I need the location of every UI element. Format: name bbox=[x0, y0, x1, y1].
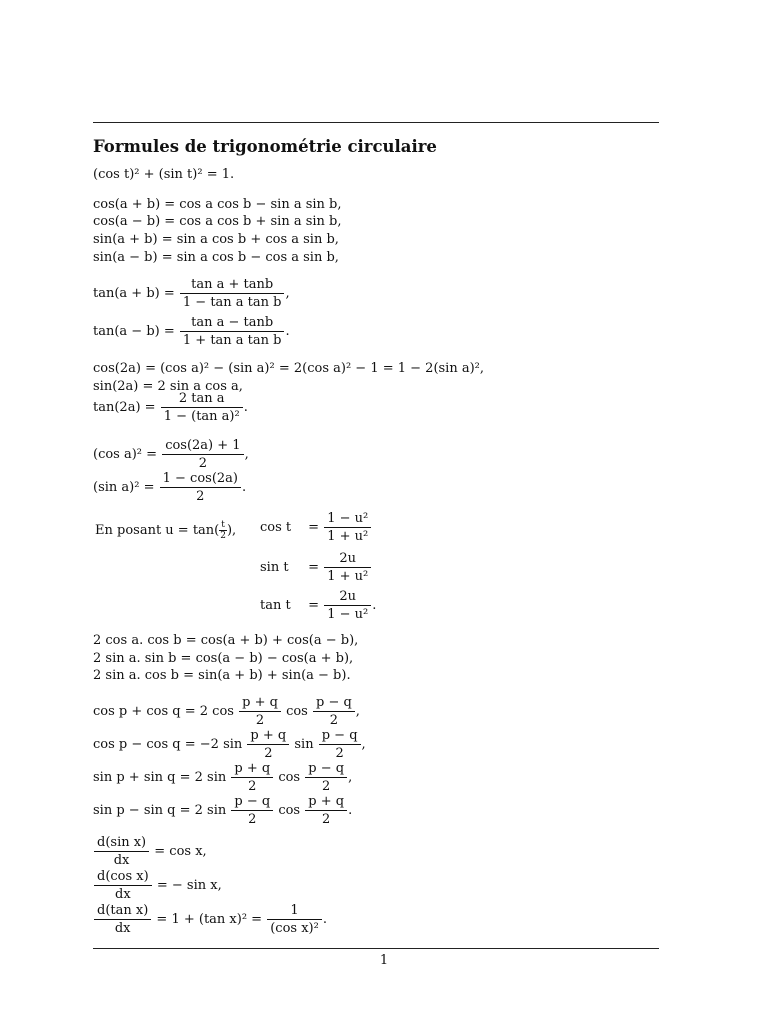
formula-sin-double: sin(2a) = 2 sin a cos a, bbox=[93, 379, 243, 394]
fraction-numerator: 2u bbox=[324, 551, 371, 568]
fraction-numerator: p + q bbox=[247, 728, 289, 745]
fraction-numerator: d(cos x) bbox=[94, 869, 152, 886]
tsub-cos bbox=[260, 511, 372, 544]
fraction-denominator: 2 bbox=[335, 746, 344, 761]
cos-square-lhs: (cos a)² = bbox=[93, 447, 158, 462]
fraction-denominator: 2 bbox=[248, 812, 257, 827]
formula-cos-sum: cos(a + b) = cos a cos b − sin a sin b, bbox=[93, 197, 342, 212]
formula-tan-diff bbox=[93, 315, 290, 348]
half-fraction bbox=[231, 794, 273, 827]
fraction-numerator: d(sin x) bbox=[94, 835, 149, 852]
sumprod-cos-minus bbox=[93, 728, 366, 761]
pythagorean-identity: (cos t)² + (sin t)² = 1. bbox=[93, 167, 235, 182]
derivative-fraction bbox=[94, 835, 149, 868]
tsub-sin-lhs: sin t bbox=[260, 560, 289, 575]
fraction-denominator: 2 bbox=[322, 812, 331, 827]
sec-squared-fraction bbox=[267, 903, 322, 936]
fraction-numerator: d(tan x) bbox=[94, 903, 151, 920]
sumprod-lhs: sin p − sin q = 2 sin bbox=[93, 803, 227, 818]
derivative-fraction bbox=[94, 903, 151, 936]
half-fraction bbox=[231, 761, 273, 794]
equals-sign: = bbox=[308, 520, 320, 535]
sumprod-lhs: cos p − cos q = −2 sin bbox=[93, 737, 243, 752]
bottom-rule bbox=[93, 948, 659, 949]
page-title: Formules de trigonométrie circulaire bbox=[93, 137, 437, 156]
product-sin-sin: 2 sin a. sin b = cos(a − b) − cos(a + b), bbox=[93, 651, 354, 666]
fraction-denominator: 2 bbox=[198, 456, 208, 471]
punct: . bbox=[348, 803, 353, 818]
deriv-rhs: = cos x, bbox=[154, 844, 207, 859]
fraction-denominator: 1 − (tan a)² bbox=[163, 409, 240, 424]
formula-tan-double bbox=[93, 391, 248, 424]
fraction-denominator: 1 + u² bbox=[327, 529, 369, 544]
sumprod-mid: cos bbox=[278, 770, 301, 785]
formula-cos-double: cos(2a) = (cos a)² − (sin a)² = 2(cos a)² − 1 = 1 − 2(sin a)², bbox=[93, 361, 485, 376]
page-number: 1 bbox=[379, 953, 389, 968]
top-rule bbox=[93, 122, 659, 123]
fraction-denominator: 2 bbox=[220, 531, 226, 541]
fraction-denominator: 2 bbox=[196, 489, 205, 504]
fraction-numerator: 1 − u² bbox=[324, 511, 371, 528]
fraction-denominator: 1 − u² bbox=[327, 607, 369, 622]
formula-sin-sum: sin(a + b) = sin a cos b + cos a sin b, bbox=[93, 232, 339, 247]
tsub-intro bbox=[95, 520, 236, 541]
tan-sum-lhs: tan(a + b) = bbox=[93, 286, 175, 301]
deriv-rhs: = − sin x, bbox=[156, 878, 222, 893]
sumprod-lhs: cos p + cos q = 2 cos bbox=[93, 704, 234, 719]
tan-sum-fraction bbox=[180, 277, 285, 310]
sumprod-mid: cos bbox=[278, 803, 301, 818]
fraction-numerator: 1 bbox=[267, 903, 322, 920]
fraction-numerator: tan a − tanb bbox=[180, 315, 285, 332]
fraction-numerator: p + q bbox=[231, 761, 273, 778]
deriv-cos bbox=[93, 869, 222, 902]
tsub-sin bbox=[260, 551, 372, 584]
tan-double-lhs: tan(2a) = bbox=[93, 400, 156, 415]
half-fraction bbox=[247, 728, 289, 761]
tsub-sin-fraction bbox=[324, 551, 371, 584]
cos-square-fraction bbox=[162, 438, 243, 471]
sin-square-fraction bbox=[160, 471, 241, 504]
formula-cos-diff: cos(a − b) = cos a cos b + sin a sin b, bbox=[93, 214, 342, 229]
sin-square-lhs: (sin a)² = bbox=[93, 480, 155, 495]
fraction-denominator: 1 + u² bbox=[327, 569, 369, 584]
fraction-numerator: p + q bbox=[305, 794, 347, 811]
fraction-numerator: p − q bbox=[319, 728, 361, 745]
tan-double-fraction bbox=[161, 391, 243, 424]
half-fraction bbox=[305, 794, 347, 827]
tan-diff-fraction bbox=[180, 315, 285, 348]
equals-sign: = bbox=[308, 560, 320, 575]
formula-sin-diff: sin(a − b) = sin a cos b − cos a sin b, bbox=[93, 250, 339, 265]
fraction-denominator: dx bbox=[114, 921, 131, 936]
punct: . bbox=[322, 912, 327, 927]
fraction-numerator: 1 − cos(2a) bbox=[160, 471, 241, 488]
formula-tan-sum bbox=[93, 277, 290, 310]
fraction-numerator: tan a + tanb bbox=[180, 277, 285, 294]
fraction-denominator: 1 − tan a tan b bbox=[182, 295, 282, 310]
fraction-numerator: p − q bbox=[313, 695, 355, 712]
tan-diff-lhs: tan(a − b) = bbox=[93, 324, 175, 339]
sumprod-lhs: sin p + sin q = 2 sin bbox=[93, 770, 227, 785]
punct: , bbox=[285, 286, 290, 301]
fraction-numerator: t bbox=[219, 520, 227, 531]
fraction-numerator: p + q bbox=[239, 695, 281, 712]
half-fraction bbox=[319, 728, 361, 761]
sumprod-sin-plus bbox=[93, 761, 352, 794]
punct: , bbox=[355, 704, 360, 719]
sumprod-cos-plus bbox=[93, 695, 360, 728]
punct: . bbox=[243, 400, 248, 415]
fraction-denominator: 2 bbox=[264, 746, 273, 761]
tsub-close: ), bbox=[226, 523, 237, 538]
fraction-numerator: 2 tan a bbox=[161, 391, 243, 408]
deriv-rhs: = 1 + (tan x)² = bbox=[156, 912, 263, 927]
punct: . bbox=[285, 324, 290, 339]
tsub-tan-fraction bbox=[324, 589, 371, 622]
fraction-numerator: 2u bbox=[324, 589, 371, 606]
fraction-numerator: p − q bbox=[305, 761, 347, 778]
tsub-tan-lhs: tan t bbox=[260, 598, 291, 613]
fraction-denominator: 2 bbox=[322, 779, 331, 794]
punct: . bbox=[372, 598, 377, 613]
derivative-fraction bbox=[94, 869, 152, 902]
formula-sin-square bbox=[93, 471, 246, 504]
sumprod-sin-minus bbox=[93, 794, 352, 827]
fraction-numerator: p − q bbox=[231, 794, 273, 811]
t-half-fraction bbox=[219, 520, 227, 541]
punct: , bbox=[348, 770, 353, 785]
punct: , bbox=[244, 447, 249, 462]
fraction-denominator: dx bbox=[115, 887, 131, 902]
tsub-cos-fraction bbox=[324, 511, 371, 544]
fraction-denominator: 2 bbox=[255, 713, 265, 728]
tsub-tan bbox=[260, 589, 376, 622]
half-fraction bbox=[305, 761, 347, 794]
sumprod-mid: sin bbox=[294, 737, 314, 752]
formula-cos-square bbox=[93, 438, 249, 471]
product-cos-cos: 2 cos a. cos b = cos(a + b) + cos(a − b), bbox=[93, 633, 359, 648]
equals-sign: = bbox=[308, 598, 320, 613]
fraction-denominator: (cos x)² bbox=[270, 921, 319, 936]
sumprod-mid: cos bbox=[286, 704, 308, 719]
deriv-tan bbox=[93, 903, 327, 936]
fraction-numerator: cos(2a) + 1 bbox=[162, 438, 243, 455]
fraction-denominator: dx bbox=[113, 853, 130, 868]
half-fraction bbox=[239, 695, 281, 728]
product-sin-cos: 2 sin a. cos b = sin(a + b) + sin(a − b). bbox=[93, 668, 351, 683]
punct: . bbox=[241, 480, 247, 495]
fraction-denominator: 2 bbox=[248, 779, 257, 794]
tsub-intro-text: En posant u = tan( bbox=[95, 523, 220, 538]
fraction-denominator: 1 + tan a tan b bbox=[182, 333, 282, 348]
deriv-sin bbox=[93, 835, 207, 868]
tsub-cos-lhs: cos t bbox=[260, 520, 292, 535]
punct: , bbox=[361, 737, 366, 752]
half-fraction bbox=[313, 695, 355, 728]
fraction-denominator: 2 bbox=[329, 713, 339, 728]
